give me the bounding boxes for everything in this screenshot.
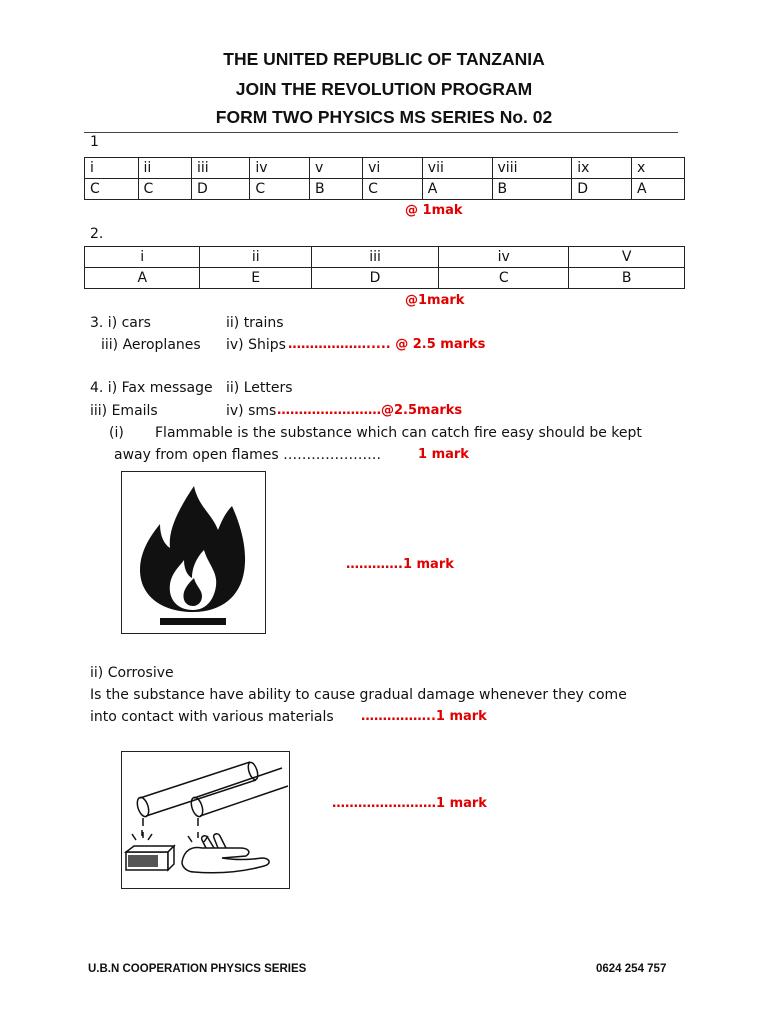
flammable-symbol-figure [121, 471, 266, 634]
figure-i-mark: ………….1 mark [346, 557, 454, 572]
question-2-number: 2. [90, 226, 104, 242]
question-2-mark: @1mark [405, 293, 465, 308]
table-cell: iii [192, 158, 250, 179]
question-4-mark: ……………………@2.5marks [277, 403, 463, 418]
item-i-mark: 1 mark [418, 447, 469, 462]
table-cell: C [138, 179, 192, 200]
corrosive-symbol-figure [121, 751, 290, 889]
question-1-answer-table [84, 157, 685, 200]
table-cell: ix [572, 158, 632, 179]
table-cell: D [572, 179, 632, 200]
header-title-line2: JOIN THE REVOLUTION PROGRAM [235, 79, 533, 99]
table-cell: D [192, 179, 250, 200]
question-3-line2-b: iv) Ships [226, 337, 286, 353]
flame-icon [122, 472, 265, 633]
corrosive-icon [122, 752, 289, 888]
item-ii-line1: Is the substance have ability to cause gradual damage whenever they come [90, 687, 627, 703]
table-cell: E [200, 268, 311, 289]
footer-series-name: U.B.N COOPERATION PHYSICS SERIES [88, 963, 307, 975]
table-cell: i [85, 158, 139, 179]
question-4-line1-b: ii) Letters [226, 380, 293, 396]
table-cell: viii [492, 158, 572, 179]
figure-ii-mark: ……………………1 mark [332, 796, 487, 811]
table-header-row [85, 158, 685, 179]
table-cell: A [631, 179, 684, 200]
table-cell: i [85, 247, 200, 268]
question-4-line1-a: 4. i) Fax message [90, 380, 213, 396]
header-title-line1: THE UNITED REPUBLIC OF TANZANIA [223, 49, 545, 69]
item-ii-mark: ……………..1 mark [361, 709, 487, 724]
question-1-mark: @ 1mak [405, 203, 463, 218]
table-cell: A [85, 268, 200, 289]
table-cell: C [85, 179, 139, 200]
table-cell: B [492, 179, 572, 200]
item-i-line1: Flammable is the substance which can catch fire easy should be kept [155, 425, 642, 441]
footer-phone-number: 0624 254 757 [596, 963, 667, 975]
header-title-line3: FORM TWO PHYSICS MS SERIES No. 02 [215, 107, 553, 127]
item-i-label: (i) [109, 425, 124, 441]
question-4-line2-b: iv) sms [226, 403, 277, 419]
table-cell: B [310, 179, 363, 200]
question-3-line1-b: ii) trains [226, 315, 284, 331]
table-header-row [85, 247, 685, 268]
table-cell: V [569, 247, 685, 268]
table-row [85, 268, 685, 289]
table-cell: D [311, 268, 438, 289]
table-cell: iii [311, 247, 438, 268]
table-cell: vii [422, 158, 492, 179]
question-3-mark: ………………..... @ 2.5 marks [288, 337, 486, 352]
item-i-line2: away from open flames ………………… [114, 447, 382, 463]
question-3-line2-a: iii) Aeroplanes [101, 337, 201, 353]
table-cell: A [422, 179, 492, 200]
header-divider [84, 132, 678, 133]
item-ii-line2: into contact with various materials [90, 709, 334, 725]
table-cell: iv [439, 247, 569, 268]
question-1-number: 1 [90, 134, 99, 150]
table-cell: B [569, 268, 685, 289]
table-cell: iv [250, 158, 310, 179]
table-cell: C [363, 179, 423, 200]
item-ii-label: ii) Corrosive [90, 665, 174, 681]
question-4-line2-a: iii) Emails [90, 403, 158, 419]
question-3-line1-a: 3. i) cars [90, 315, 151, 331]
table-cell: v [310, 158, 363, 179]
table-cell: x [631, 158, 684, 179]
table-cell: C [439, 268, 569, 289]
table-row [85, 179, 685, 200]
table-cell: C [250, 179, 310, 200]
table-cell: ii [200, 247, 311, 268]
table-cell: vi [363, 158, 423, 179]
table-cell: ii [138, 158, 192, 179]
question-2-answer-table [84, 246, 685, 289]
